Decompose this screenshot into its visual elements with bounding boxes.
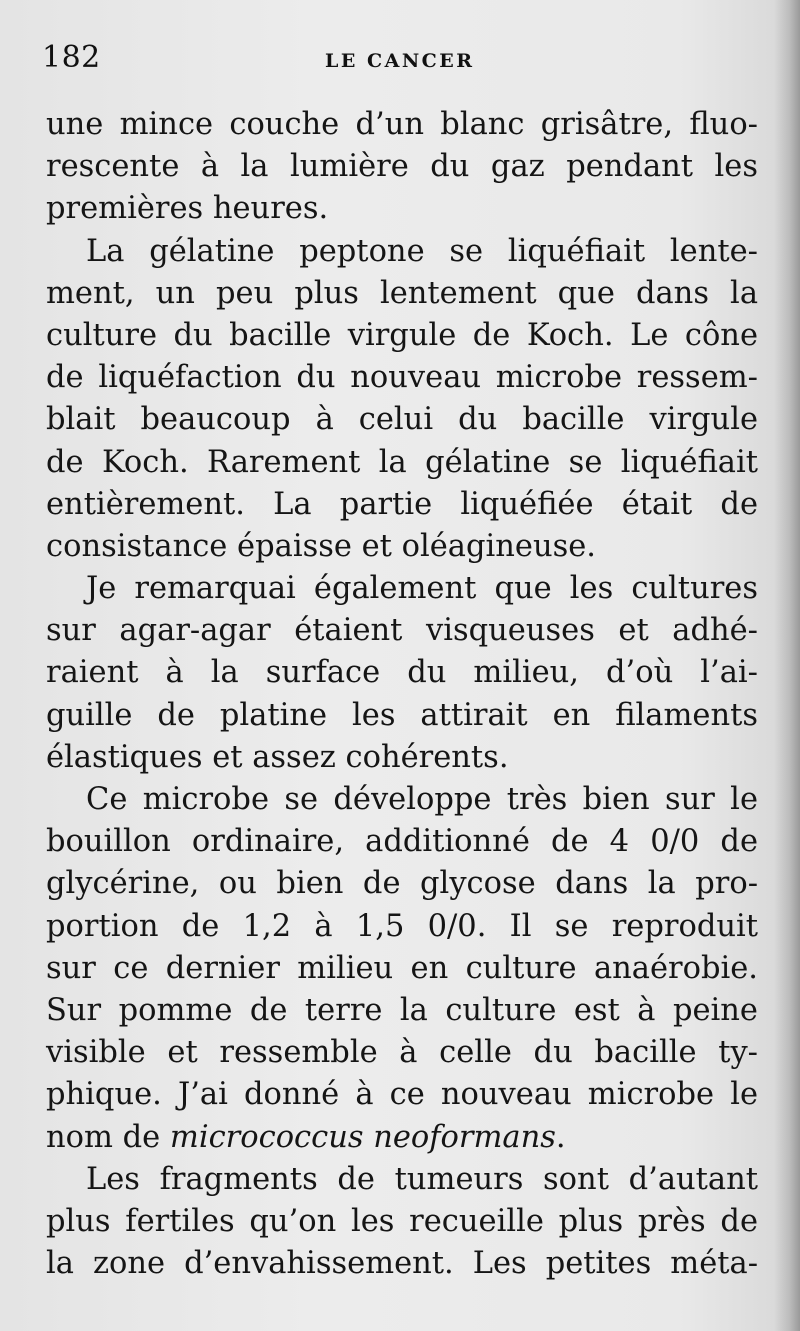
text-line bbox=[46, 906, 758, 948]
text-line bbox=[46, 779, 758, 821]
line-text: de Koch. Rarement la gélatine se liquéfiait bbox=[46, 444, 758, 480]
text-line bbox=[46, 652, 758, 694]
line-text: premières heures. bbox=[46, 191, 329, 227]
line-text: Je remarquai également que les cultures bbox=[86, 571, 758, 607]
text-line bbox=[46, 695, 758, 737]
line-text: glycérine, ou bien de glycose dans la pro- bbox=[46, 866, 758, 902]
text-line bbox=[46, 863, 758, 905]
line-text: de liquéfaction du nouveau microbe ressem- bbox=[46, 360, 758, 396]
line-text: entièrement. La partie liquéfiée était de bbox=[46, 486, 758, 522]
text-line bbox=[46, 990, 758, 1032]
line-text: consistance épaisse et oléagineuse. bbox=[46, 528, 596, 564]
line-text: sur ce dernier milieu en culture anaérobie. bbox=[46, 950, 758, 986]
text-line bbox=[46, 231, 758, 273]
line-text: Sur pomme de terre la culture est à peine bbox=[46, 992, 758, 1028]
text-line bbox=[46, 484, 758, 526]
line-text: raient à la surface du milieu, d’où l’ai- bbox=[46, 655, 758, 691]
page-edge-shadow bbox=[774, 0, 800, 1331]
line-punctuation: . bbox=[555, 1119, 566, 1155]
line-text: Les fragments de tumeurs sont d’autant bbox=[86, 1161, 758, 1197]
text-line bbox=[46, 1032, 758, 1074]
line-text: blait beaucoup à celui du bacille virgule bbox=[46, 402, 758, 438]
text-line bbox=[46, 526, 758, 568]
text-line bbox=[46, 1074, 758, 1116]
line-text: Ce microbe se développe très bien sur le bbox=[86, 782, 758, 817]
line-text: bouillon ordinaire, additionné de 4 0/0 de bbox=[46, 824, 758, 860]
text-line bbox=[46, 442, 758, 484]
text-line bbox=[46, 568, 758, 610]
line-text: phique. J’ai donné à ce nouveau microbe le bbox=[46, 1077, 758, 1113]
text-line bbox=[46, 1243, 758, 1285]
running-title: LE CANCER bbox=[325, 50, 475, 72]
text-line bbox=[46, 273, 758, 315]
line-text: plus fertiles qu’on les recueille plus près de bbox=[46, 1203, 758, 1239]
line-text: la zone d’envahissement. Les petites méta- bbox=[46, 1246, 758, 1282]
line-text: sur agar-agar étaient visqueuses et adhé- bbox=[46, 613, 758, 649]
text-line bbox=[46, 821, 758, 863]
line-text: une mince couche d’un blanc grisâtre, fluo- bbox=[46, 107, 758, 142]
text-line bbox=[46, 1117, 758, 1159]
text-line bbox=[46, 948, 758, 990]
line-text: La gélatine peptone se liquéfiait lente- bbox=[86, 233, 758, 269]
line-text: élastiques et assez cohérents. bbox=[46, 739, 509, 775]
text-line bbox=[46, 399, 758, 441]
line-text: nom de bbox=[46, 1119, 170, 1155]
text-line bbox=[46, 104, 758, 146]
text-line bbox=[46, 737, 758, 779]
text-line bbox=[46, 357, 758, 399]
body-text bbox=[46, 104, 758, 1285]
italic-term: micrococcus neoformans bbox=[169, 1119, 556, 1155]
text-line bbox=[46, 1201, 758, 1243]
page-number: 182 bbox=[42, 40, 101, 75]
line-text: portion de 1,2 à 1,5 0/0. Il se reproduit bbox=[46, 908, 758, 944]
text-line bbox=[46, 146, 758, 188]
line-text: guille de platine les attirait en filaments bbox=[46, 697, 758, 733]
line-text: culture du bacille virgule de Koch. Le cône bbox=[46, 317, 758, 353]
line-text: rescente à la lumière du gaz pendant les bbox=[46, 149, 758, 185]
text-line bbox=[46, 610, 758, 652]
text-line bbox=[46, 188, 758, 230]
line-text: ment, un peu plus lentement que dans la bbox=[46, 275, 758, 311]
text-line bbox=[46, 315, 758, 357]
page-header bbox=[42, 40, 752, 84]
line-text: visible et ressemble à celle du bacille ty- bbox=[46, 1035, 758, 1071]
text-line bbox=[46, 1159, 758, 1201]
